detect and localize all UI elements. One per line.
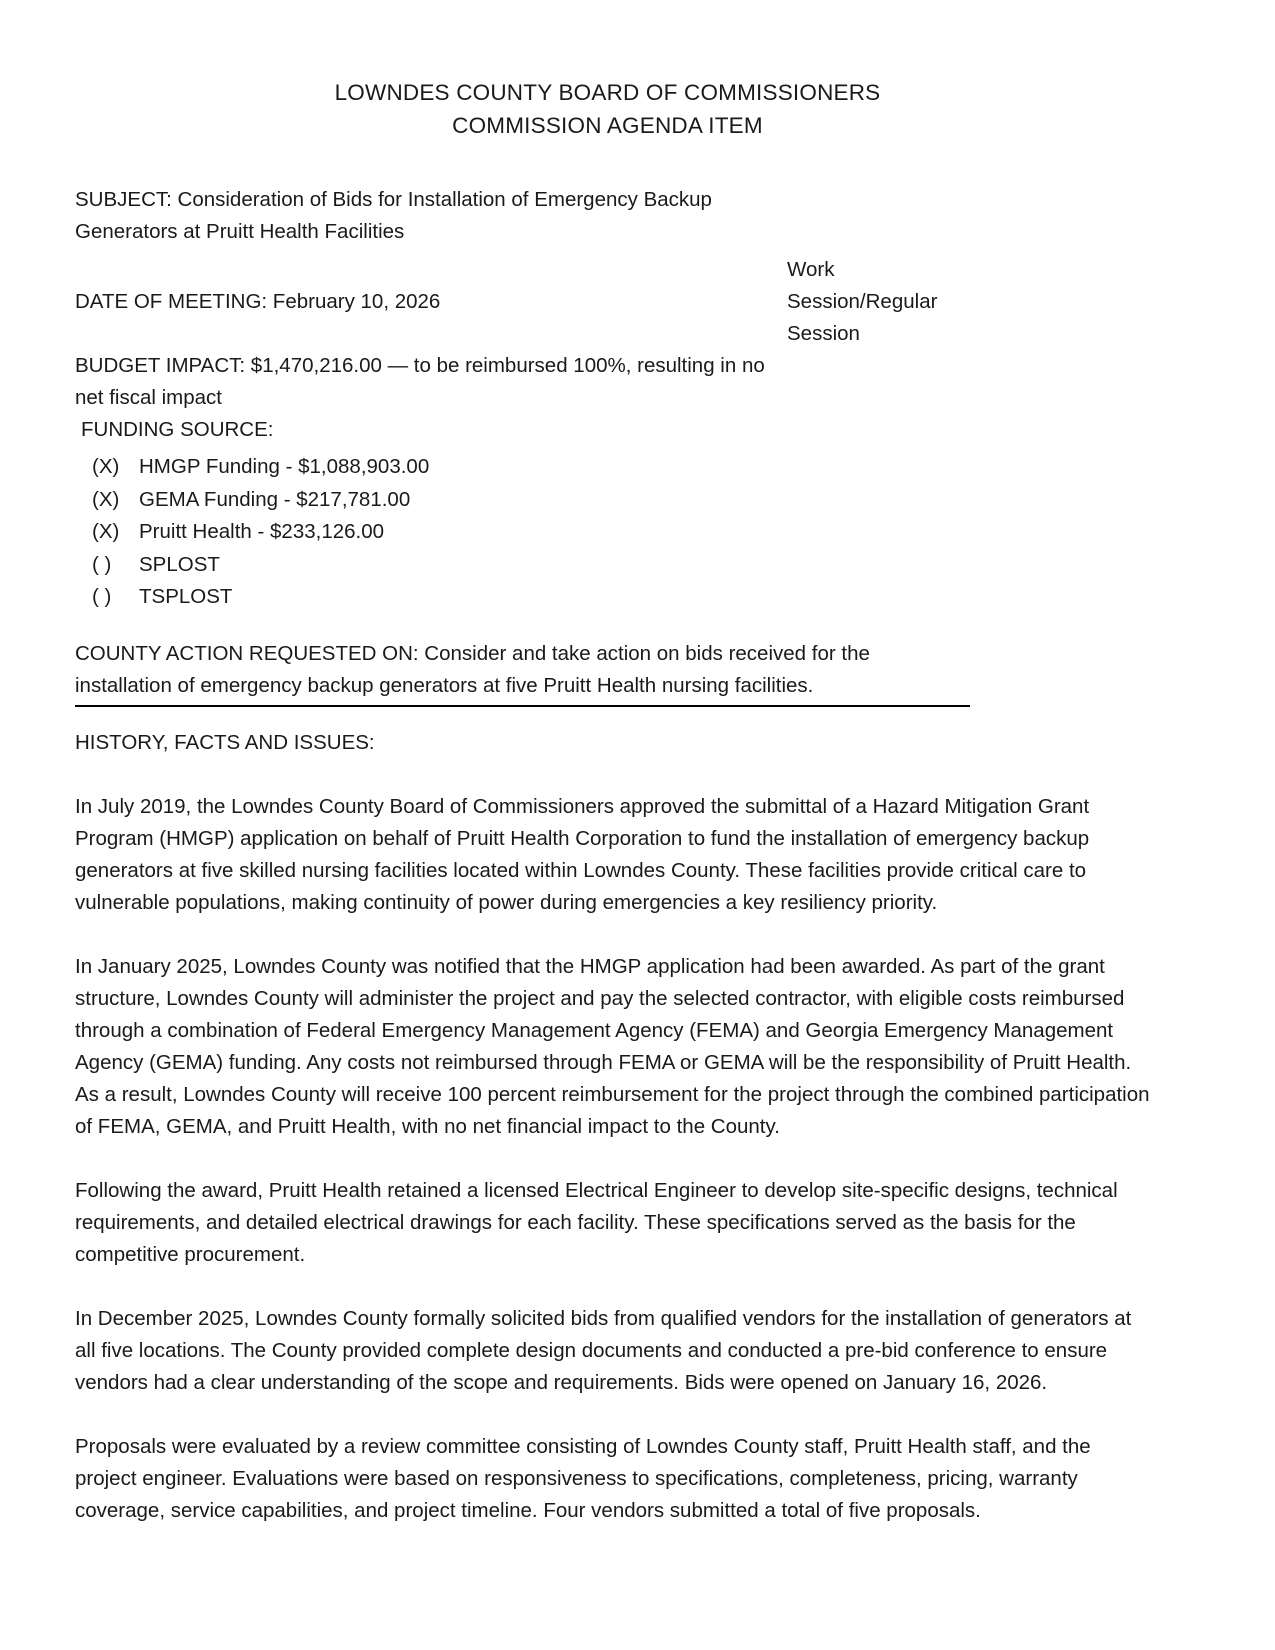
funding-item-label: Pruitt Health - $233,126.00 <box>139 520 385 543</box>
document-subtitle: COMMISSION AGENDA ITEM <box>452 113 763 138</box>
funding-checkbox: (X) <box>92 520 120 543</box>
subject-text: SUBJECT: Consideration of Bids for Installation of Emergency Backup Generators at Pruitt Health Facilities <box>75 188 712 243</box>
funding-item <box>75 549 1205 582</box>
county-action-section <box>75 638 970 707</box>
funding-item <box>75 581 1205 614</box>
funding-item-label: TSPLOST <box>139 585 233 608</box>
document-header <box>75 76 1140 142</box>
body-paragraph: Following the award, Pruitt Health retained a licensed Electrical Engineer to develop site-specific designs, technical requirements, and detailed electrical drawings for each facility. These specifications served as the basis for the competitive procurement. <box>75 1178 1118 1266</box>
body-paragraph: In December 2025, Lowndes County formally solicited bids from qualified vendors for the installation of generators at all five locations. The County provided complete design documents and conducted a pre-bid conference to ensure vendors had a clear understanding of the scope and requirements. Bids were opened on January 16, 2026. <box>75 1306 1132 1394</box>
funding-item <box>75 451 1205 484</box>
date-of-meeting-text: DATE OF MEETING: February 10, 2026 <box>75 290 441 313</box>
funding-item-label: HMGP Funding - $1,088,903.00 <box>139 455 430 478</box>
budget-impact-text: BUDGET IMPACT: $1,470,216.00 — to be reimbursed 100%, resulting in no net fiscal impact <box>75 354 765 409</box>
history-heading: HISTORY, FACTS AND ISSUES: <box>75 730 375 754</box>
page-title: LOWNDES COUNTY BOARD OF COMMISSIONERS <box>334 80 881 105</box>
funding-source-list <box>75 451 1205 614</box>
funding-checkbox: ( ) <box>92 552 112 576</box>
county-action-text: COUNTY ACTION REQUESTED ON: Consider and take action on bids received for the installation of emergency backup generators at five Pruitt Health nursing facilities. <box>75 641 870 697</box>
meeting-row <box>75 254 1205 350</box>
funding-checkbox: ( ) <box>92 585 112 608</box>
funding-source-heading: FUNDING SOURCE: <box>81 418 274 441</box>
funding-item <box>75 516 1205 549</box>
funding-checkbox: (X) <box>92 487 120 511</box>
funding-item-label: GEMA Funding - $217,781.00 <box>139 487 411 511</box>
funding-checkbox: (X) <box>92 455 120 478</box>
body-paragraph: In January 2025, Lowndes County was notified that the HMGP application had been awarded. As part of the grant structure, Lowndes County will administer the project and pay the selected contractor, with eligible costs reimbursed through a combination of Federal Emergency Management Agency (FEMA) and Georgia Emergency Management Agency (GEMA) funding. Any costs not reimbursed through FEMA or GEMA will be the responsibility of Pruitt Health. As a result, Lowndes County will receive 100 percent reimbursement for the project through the combined participation of FEMA, GEMA, and Pruitt Health, with no net financial impact to the County. <box>75 954 1150 1138</box>
funding-item-label: SPLOST <box>139 552 220 576</box>
funding-item <box>75 484 1205 517</box>
body-paragraph: Proposals were evaluated by a review committee consisting of Lowndes County staff, Pruitt Health staff, and the project engineer. Evaluations were based on responsiveness to specifications, completeness, pricing, warranty coverage, service capabilities, and project timeline. Four vendors submitted a total of five proposals. <box>75 1434 1091 1522</box>
history-body <box>75 791 1205 1527</box>
body-paragraph: In July 2019, the Lowndes County Board of Commissioners approved the submittal of a Hazard Mitigation Grant Program (HMGP) application on behalf of Pruitt Health Corporation to fund the installation of emergency backup generators at five skilled nursing facilities located within Lowndes County. These facilities provide critical care to vulnerable populations, making continuity of power during emergencies a key resiliency priority. <box>75 794 1090 914</box>
session-type-text: Work Session/Regular Session <box>787 258 938 345</box>
